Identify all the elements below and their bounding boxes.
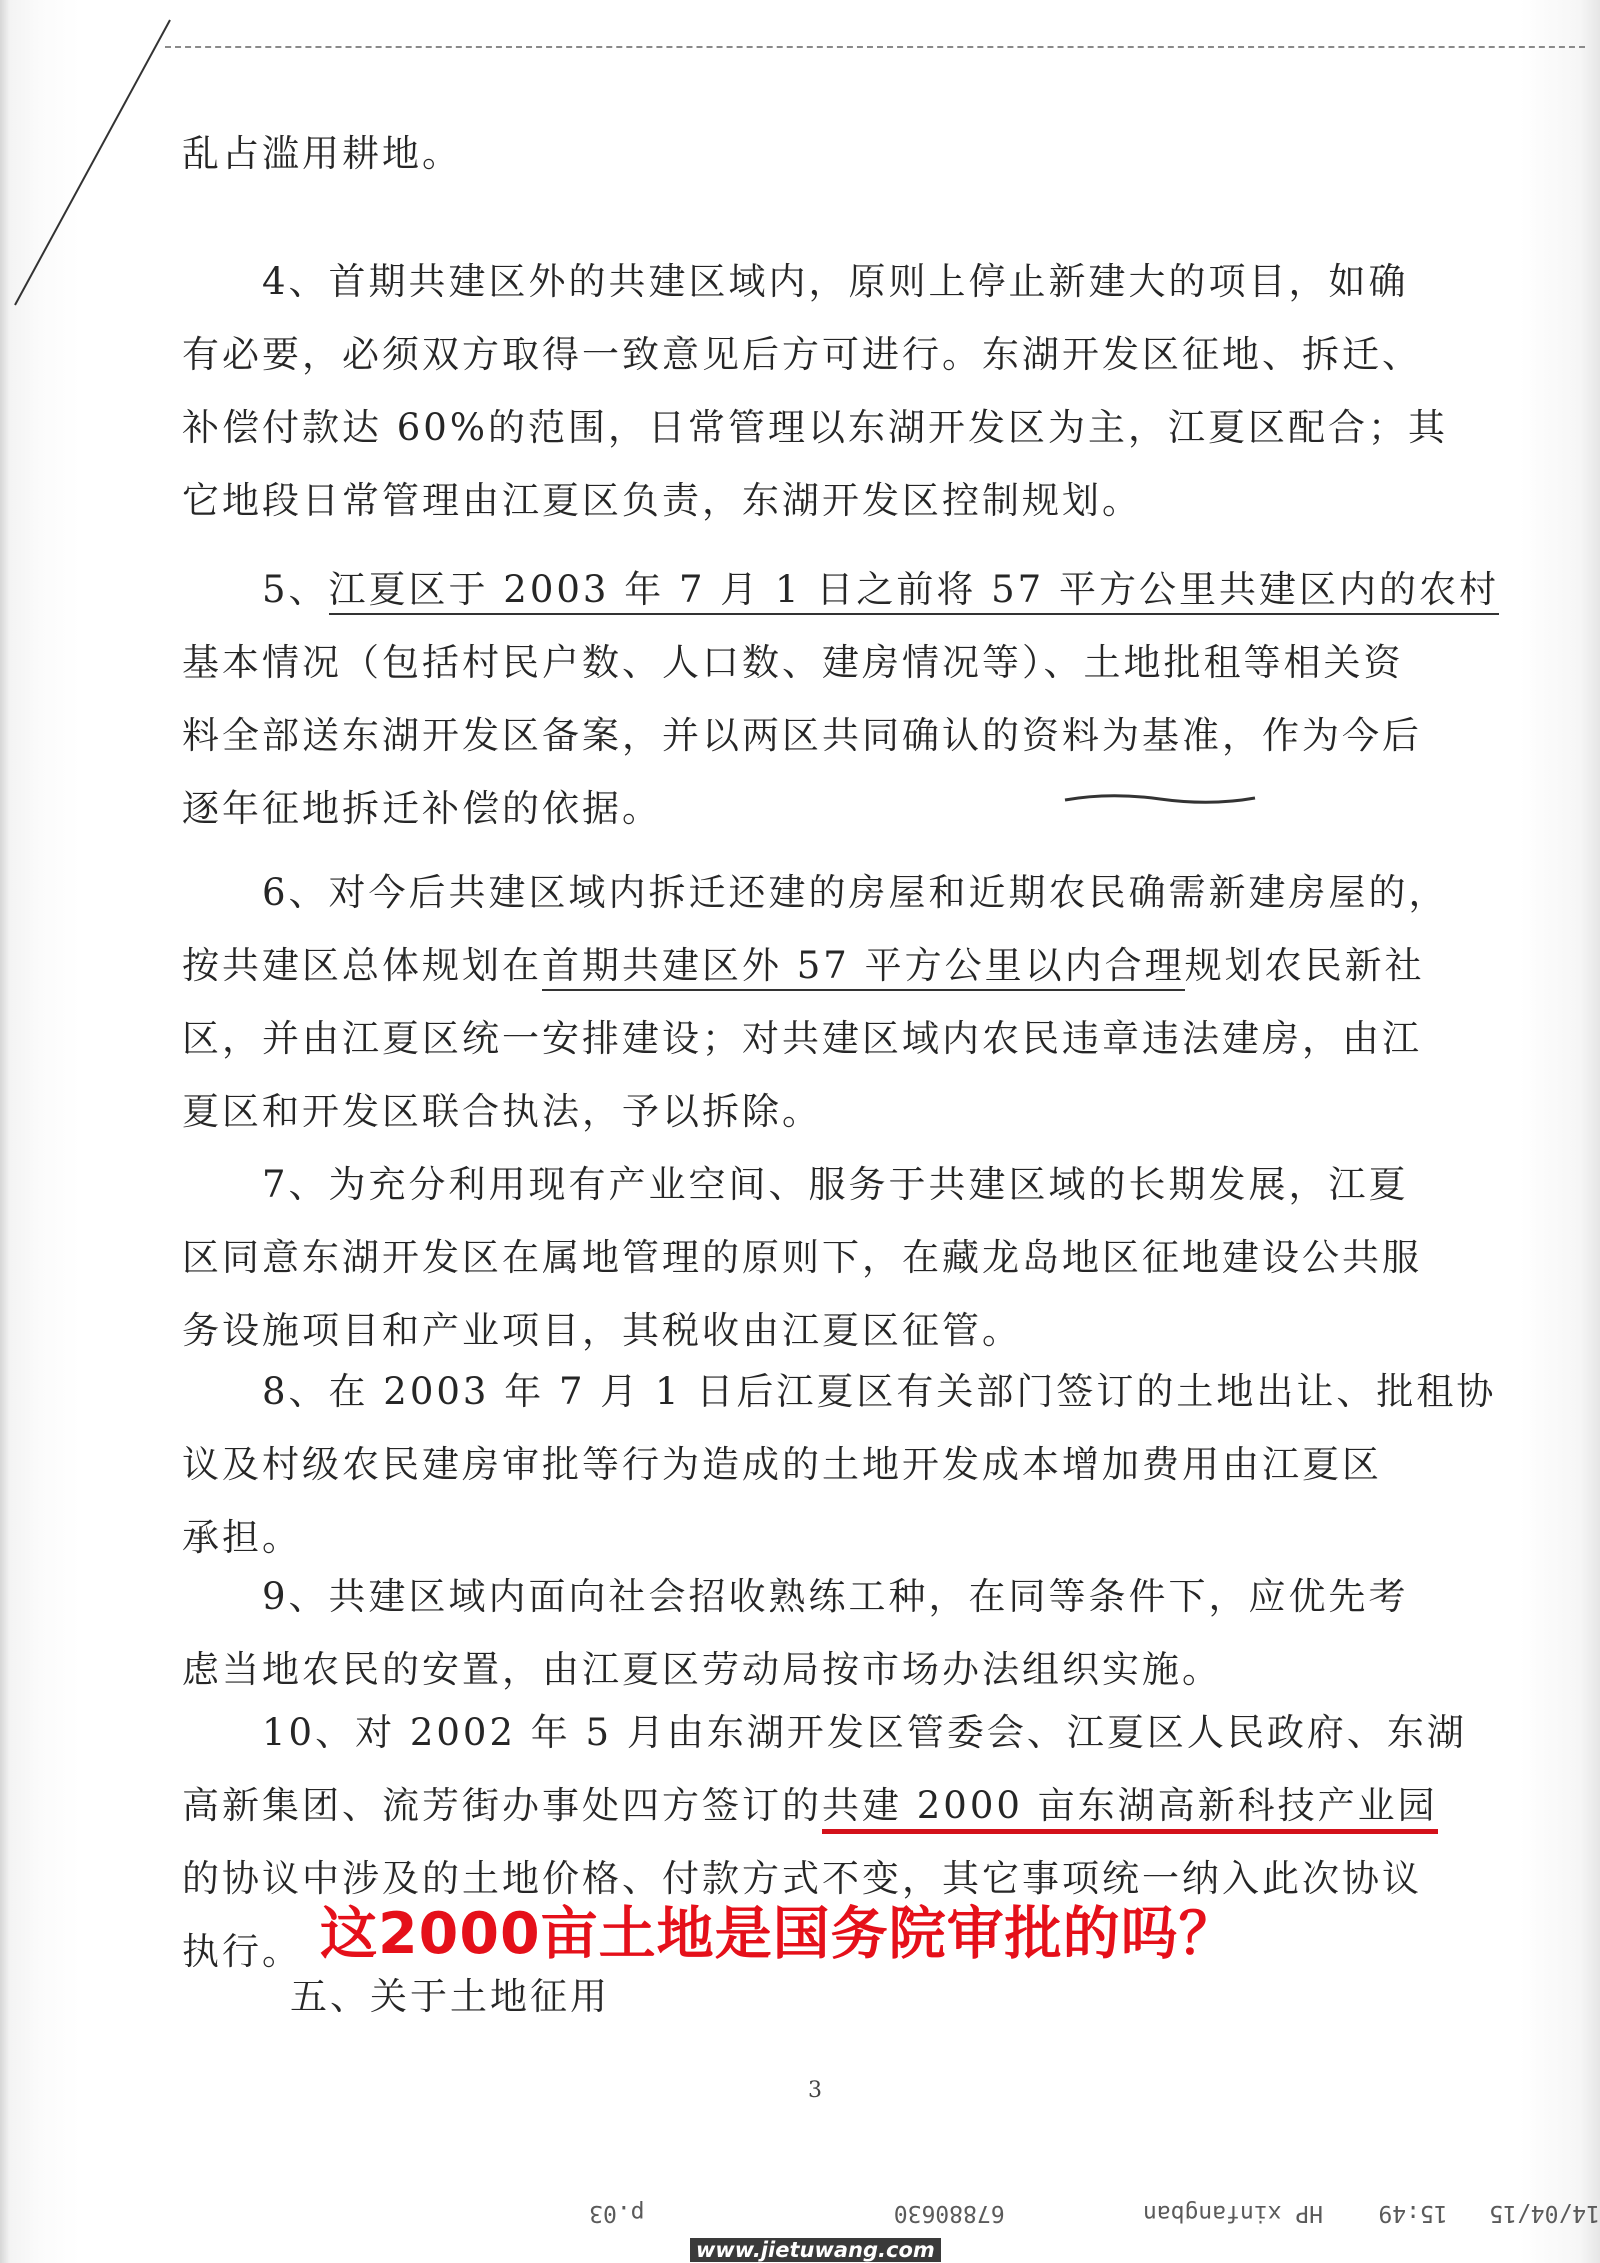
- item-6: 6、对今后共建区域内拆迁还建的房屋和近期农民确需新建房屋的， 按共建区总体规划在首期共建区外 57 平方公里以内合理规划农民新社 区，并由江夏区统一安排建设；对共建区域内农民违章违法建房，由江 夏区和开发区联合执法，予以拆除。: [182, 871, 1449, 1133]
- page-number: 3: [808, 2078, 822, 2103]
- item-9: 9、共建区域内面向社会招收熟练工种，在同等条件下，应优先考 虑当地农民的安置，由江夏区劳动局按市场办法组织实施。: [182, 1575, 1409, 1691]
- item-10: 10、对 2002 年 5 月由东湖开发区管委会、江夏区人民政府、东湖 高新集团、流芳街办事处四方签订的共建 2000 亩东湖高新科技产业园 的协议中涉及的土地价格、付款方式不变，其它事项统一纳入此次协议 执行。: [182, 1711, 1467, 1973]
- item-5: 5、江夏区于 2003 年 7 月 1 日之前将 57 平方公里共建区内的农村 基本情况（包括村民户数、人口数、建房情况等）、土地批租等相关资 料全部送东湖开发区备案，并以两区共同确认的资料为基准，作为今后 逐年征地拆迁补偿的依据。: [182, 568, 1499, 830]
- fax-header: 14/04/15 15:49 HP xinfangban 67880630 p.03: [589, 2200, 1600, 2226]
- handwritten-underline-text: 首期共建区外 57 平方公里以内合理: [542, 944, 1185, 991]
- red-annotation: 这2000亩土地是国务院审批的吗？: [320, 1901, 1237, 1967]
- continued-paragraph: 乱占滥用耕地。: [182, 132, 462, 175]
- handwritten-underline-text: 江夏区于 2003 年 7 月 1 日之前将 57 平方公里共建区内的农村: [329, 568, 1499, 615]
- site-watermark: www.jietuwang.com: [690, 2238, 941, 2262]
- item-7: 7、为充分利用现有产业空间、服务于共建区域的长期发展，江夏 区同意东湖开发区在属地管理的原则下，在藏龙岛地区征地建设公共服 务设施项目和产业项目，其税收由江夏区征管。: [182, 1163, 1422, 1352]
- handwritten-mark: [1060, 790, 1260, 810]
- scan-edge-line: [0, 0, 200, 320]
- section-heading: 五、关于土地征用: [290, 1975, 610, 2018]
- item-4: 4、首期共建区外的共建区域内，原则上停止新建大的项目，如确 有必要，必须双方取得一致意见后方可进行。东湖开发区征地、拆迁、 补偿付款达 60%的范围，日常管理以东湖开发区为主，江夏区配合；其 它地段日常管理由江夏区负责，东湖开发区控制规划。: [182, 260, 1448, 522]
- item-8: 8、在 2003 年 7 月 1 日后江夏区有关部门签订的土地出让、批租协 议及村级农民建房审批等行为造成的土地开发成本增加费用由江夏区 承担。: [182, 1370, 1497, 1559]
- red-underline-text: 共建 2000 亩东湖高新科技产业园: [822, 1784, 1438, 1834]
- fold-line: [165, 46, 1585, 48]
